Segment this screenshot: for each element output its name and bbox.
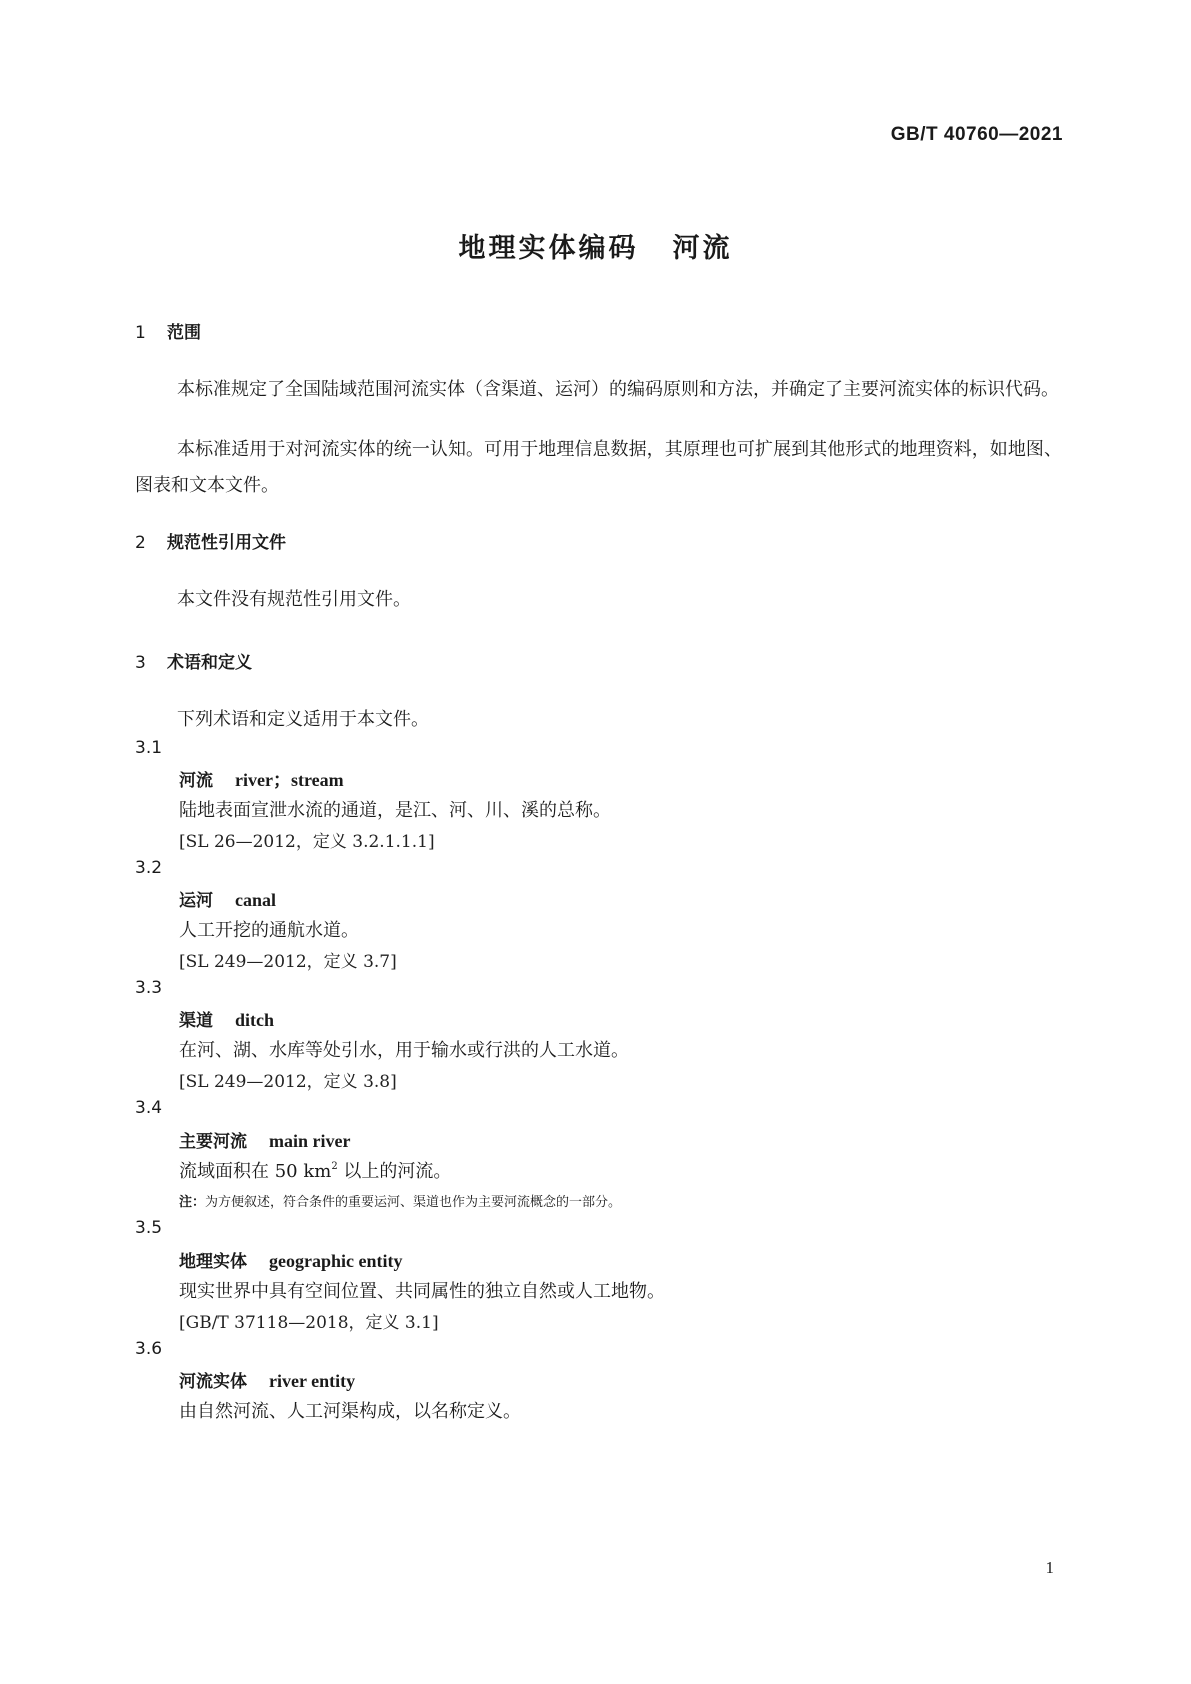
section-heading-scope [135, 318, 201, 343]
section-title: 术语和定义 [167, 653, 252, 673]
term-source: [GB/T 37118—2018，定义 3.1] [179, 1313, 439, 1333]
term-number: 3.1 [135, 738, 163, 758]
section-title: 规范性引用文件 [167, 533, 286, 553]
term-number: 3.5 [135, 1218, 163, 1238]
term-definition: 现实世界中具有空间位置、共同属性的独立自然或人工地物。 [179, 1281, 665, 1302]
term-source: [SL 249—2012，定义 3.8] [179, 1072, 397, 1092]
term-number: 3.6 [135, 1339, 163, 1359]
term-name: 渠道 ditch [179, 1010, 275, 1031]
section-heading-terms [135, 648, 252, 673]
term-name: 河流实体 river entity [179, 1371, 356, 1392]
term-source: [SL 249—2012，定义 3.7] [179, 952, 397, 972]
document-title [0, 226, 1191, 265]
term-definition: 在河、湖、水库等处引水，用于输水或行洪的人工水道。 [179, 1040, 629, 1061]
title-sub: 河流 [672, 233, 733, 264]
term-source: [SL 26—2012，定义 3.2.1.1.1] [179, 832, 435, 852]
term-name: 运河 canal [179, 890, 277, 911]
title-main: 地理实体编码 [458, 233, 639, 264]
term-number: 3.2 [135, 858, 163, 878]
term-name: 地理实体 geographic entity [179, 1251, 403, 1272]
section-heading-normative [135, 528, 286, 553]
term-definition: 人工开挖的通航水道。 [179, 920, 359, 941]
terms-intro: 下列术语和定义适用于本文件。 [177, 709, 429, 730]
normative-paragraph: 本文件没有规范性引用文件。 [177, 589, 411, 610]
page-number: 1 [1045, 1558, 1054, 1577]
term-definition: 陆地表面宣泄水流的通道，是江、河、川、溪的总称。 [179, 800, 611, 821]
term-number: 3.3 [135, 978, 163, 998]
section-title: 范围 [167, 323, 201, 343]
term-note: 注：为方便叙述，符合条件的重要运河、渠道也作为主要河流概念的一部分。 [179, 1195, 622, 1210]
section-number: 1 [135, 323, 146, 343]
section-number: 3 [135, 653, 146, 673]
term-definition: 流域面积在 50 $km^2$ 以上的河流。 [179, 1161, 452, 1182]
standard-id: GB/T 40760—2021 [890, 124, 1063, 145]
term-name: 主要河流 main river [179, 1131, 351, 1152]
scope-paragraph-2: 本标准适用于对河流实体的统一认知。可用于地理信息数据，其原理也可扩展到其他形式的地理资料，如地图、图表和文本文件。 [135, 439, 1062, 496]
scope-paragraph-1: 本标准规定了全国陆域范围河流实体（含渠道、运河）的编码原则和方法，并确定了主要河流实体的标识代码。 [177, 379, 1059, 400]
section-number: 2 [135, 533, 146, 553]
term-definition: 由自然河流、人工河渠构成，以名称定义。 [179, 1401, 521, 1422]
term-name: 河流 river；stream [179, 770, 344, 791]
term-number: 3.4 [135, 1098, 163, 1118]
